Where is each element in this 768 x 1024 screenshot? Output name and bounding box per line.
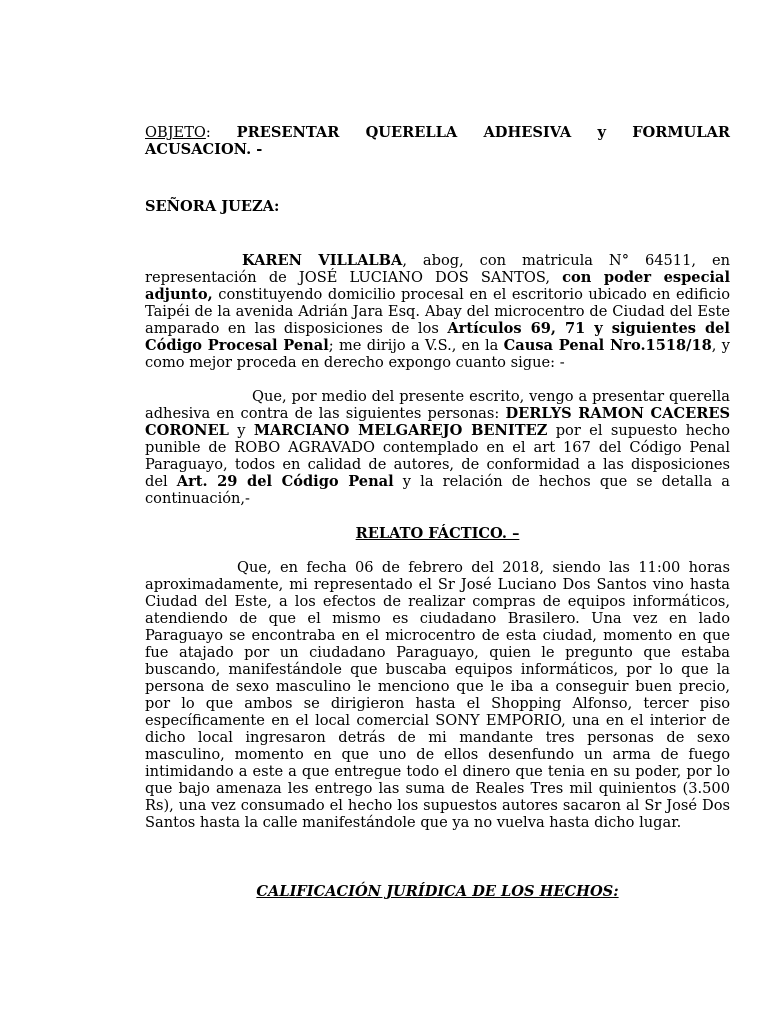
- querella-text-3: y la relación de hechos que se detalla a continuación,-: [145, 473, 730, 507]
- querella-text-1: Que, por medio del presente escrito, vengo a presentar querella adhesiva en contra de las siguientes personas:: [145, 388, 730, 422]
- paragraph-querella: [145, 388, 730, 507]
- paragraph-intro: [145, 252, 730, 371]
- querella-conjunction: y: [228, 422, 254, 439]
- objeto-label: OBJETO: [145, 124, 206, 141]
- objeto-line: [145, 124, 730, 158]
- causa-penal: Causa Penal Nro.1518/18: [503, 337, 712, 354]
- defendant-1: DERLYS RAMON CACERES CORONEL: [145, 405, 730, 439]
- calificacion-heading: CALIFICACIÓN JURÍDICA DE LOS HECHOS:: [256, 883, 619, 900]
- intro-text-4: , y como mejor proceda en derecho expongo cuanto sigue: -: [145, 337, 730, 371]
- salutation: SEÑORA JUEZA:: [145, 198, 280, 215]
- articulos-ref: Artículos 69, 71 y siguientes del Código Procesal Penal: [145, 320, 730, 354]
- poder-especial: con poder especial adjunto,: [145, 269, 731, 303]
- objeto-text: PRESENTAR QUERELLA ADHESIVA y FORMULAR ACUSACION. -: [145, 124, 730, 158]
- intro-text-1: , abog, con matricula N° 64511, en representación de JOSÉ LUCIANO DOS SANTOS,: [145, 252, 730, 286]
- articulo-29-ref: Art. 29 del Código Penal: [176, 473, 394, 490]
- intro-text-3: ; me dirijo a V.S., en la: [328, 337, 504, 354]
- attorney-name: KAREN VILLALBA: [242, 252, 403, 269]
- intro-text-2: constituyendo domicilio procesal en el escritorio ubicado en edificio Taipéi de la avenida Adrián Jara Esq. Abay del microcentro de Ciudad del Este amparado en las disposiciones de los: [145, 286, 730, 337]
- relato-heading: RELATO FÁCTICO. –: [355, 525, 520, 542]
- defendant-2: MARCIANO MELGAREJO BENITEZ: [253, 422, 548, 439]
- paragraph-relato: Que, en fecha 06 de febrero del 2018, siendo las 11:00 horas aproximadamente, mi representado el Sr José Luciano Dos Santos vino hasta Ciudad del Este, a los efectos de realizar compras de equipos informáticos, atendiendo de que el mismo es ciudadano Brasilero. Una vez en lado Paraguayo se encontraba en el microcentro de esta ciudad, momento en que fue atajado por un ciudadano Paraguayo, quien le pregunto que estaba buscando, manifestándole que buscaba equipos informáticos, por lo que la persona de sexo masculino le menciono que le iba a conseguir buen precio, por lo que ambos se dirigieron hasta el Shopping Alfonso, tercer piso específicamente en el local comercial SONY EMPORIO, una en el interior de dicho local ingresaron detrás de mi mandante tres personas de sexo masculino, momento en que uno de ellos desenfundo un arma de fuego intimidando a este a que entregue todo el dinero que tenia en su poder, por lo que bajo amenaza les entrego las suma de Reales Tres mil quinientos (3.500 Rs), una vez consumado el hecho los supuestos autores sacaron al Sr José Dos Santos hasta la calle manifestándole que ya no vuelva hasta dicho lugar.: [145, 559, 730, 831]
- querella-text-2: por el supuesto hecho punible de ROBO AGRAVADO contemplado en el art 167 del Código Penal Paraguayo, todos en calidad de autores, de conformidad a las disposiciones del: [145, 422, 730, 490]
- objeto-colon: :: [205, 124, 237, 141]
